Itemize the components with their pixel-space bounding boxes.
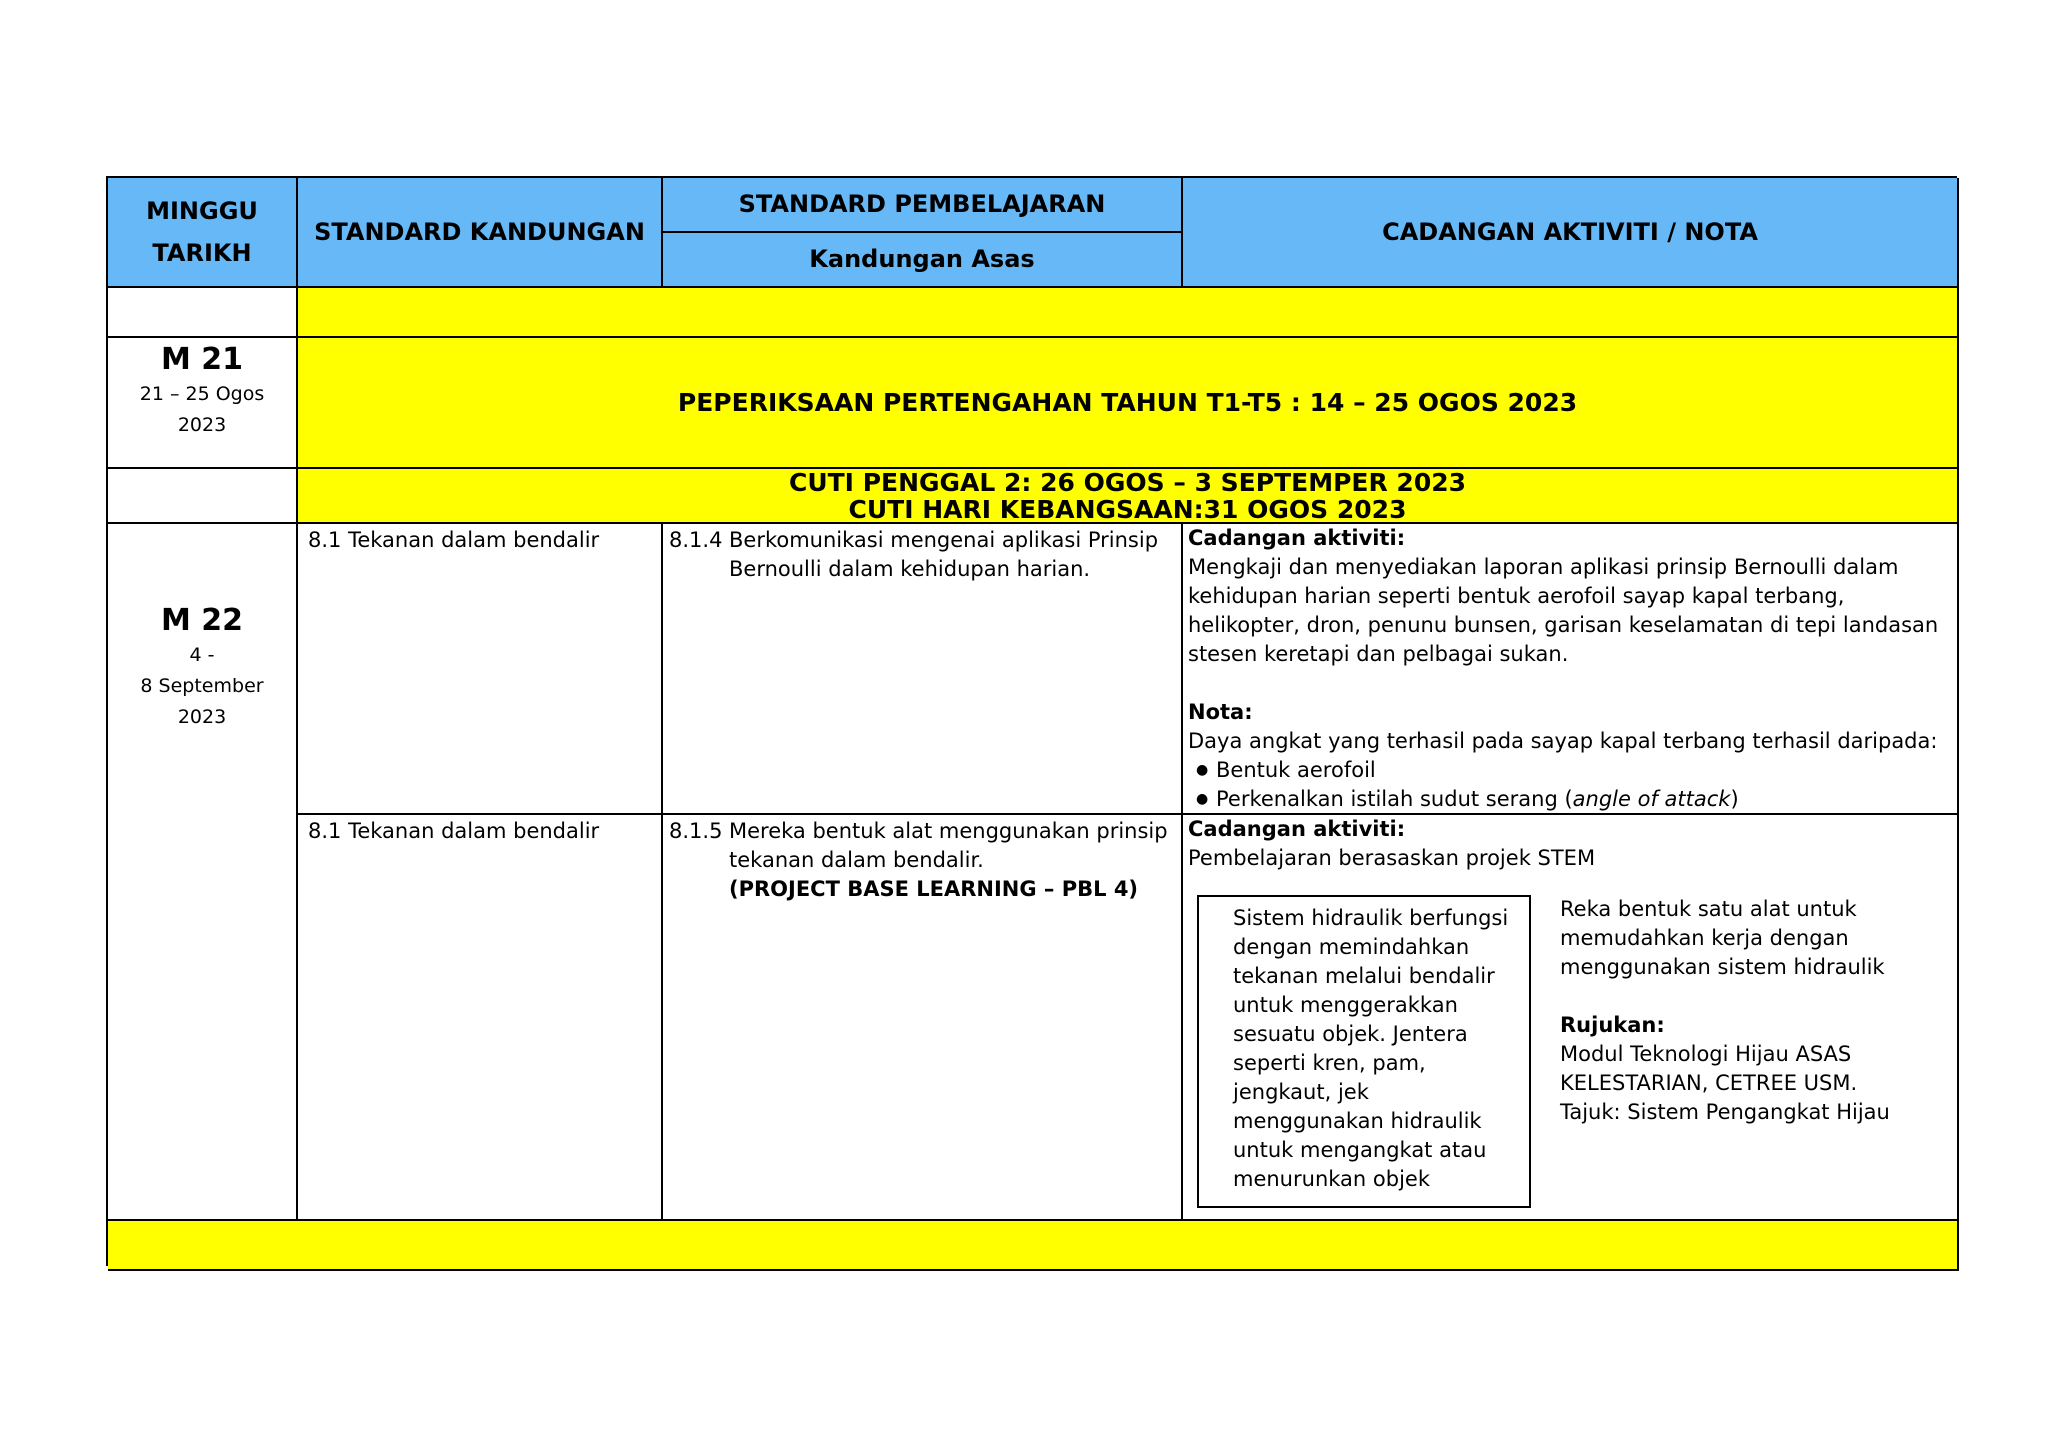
week-22-year: 2023 (177, 706, 227, 728)
header-tarikh: TARIKH (152, 239, 252, 267)
week-21-year: 2023 (177, 414, 227, 436)
yellow-spacer-row (298, 288, 1959, 338)
standard-kandungan-cell: 8.1 Tekanan dalam bendalir (298, 524, 663, 815)
header-minggu-tarikh (108, 178, 298, 288)
week-22-label: M 22 (160, 603, 244, 638)
list-item: ● Bentuk aerofoil (1216, 756, 1952, 785)
week-21-label: M 21 (160, 342, 244, 377)
italic-term: angle of attack (1572, 787, 1731, 811)
header-minggu: MINGGU (146, 197, 258, 225)
activity-heading: Cadangan aktiviti: (1188, 526, 1406, 550)
activity-text: Mengkaji dan menyediakan laporan aplikasi prinsip Bernoulli dalam kehidupan harian seperti bentuk aerofoil sayap kapal terbang, helikopter, dron, penunu bunsen, garisan keselamatan di tepi landasan stesen keretapi dan pelbagai sukan. (1188, 555, 1939, 666)
nota-text: Daya angkat yang terhasil pada sayap kapal terbang terhasil daripada: (1188, 729, 1938, 753)
holiday-banner (298, 469, 1959, 524)
pbl-label: (PROJECT BASE LEARNING – PBL 4) (729, 877, 1139, 901)
activity-heading: Cadangan aktiviti: (1188, 817, 1406, 841)
standard-kandungan-cell: 8.1 Tekanan dalam bendalir (298, 815, 663, 1221)
yellow-footer-row (108, 1221, 1959, 1271)
sp-code: 8.1.5 (669, 819, 723, 843)
week-22-cell (108, 524, 298, 1221)
exam-banner: PEPERIKSAAN PERTENGAHAN TAHUN T1-T5 : 14 – 25 OGOS 2023 (298, 338, 1959, 469)
rujukan-text: Modul Teknologi Hijau ASAS KELESTARIAN, CETREE USM. (1560, 1042, 1858, 1095)
hydraulic-info-box: Sistem hidraulik berfungsi dengan memindahkan tekanan melalui bendalir untuk menggerakkan sesuatu objek. Jentera seperti kren, pam, jengkaut, jek menggunakan hidraulik untuk mengangkat atau menurunkan objek (1197, 895, 1531, 1208)
standard-pembelajaran-cell (663, 524, 1183, 815)
nota-bullet-list (1188, 756, 1952, 814)
lesson-plan-table (106, 176, 1957, 1266)
blank-cell (108, 288, 298, 338)
header-standard-kandungan: STANDARD KANDUNGAN (298, 178, 663, 288)
header-standard-pembelajaran: STANDARD PEMBELAJARAN (663, 178, 1183, 233)
sp-text: Berkomunikasi mengenai aplikasi Prinsip Bernoulli dalam kehidupan harian. (729, 528, 1159, 581)
holiday-line-2: CUTI HARI KEBANGSAAN:31 OGOS 2023 (848, 494, 1407, 524)
week-22-date-end: 8 September (140, 675, 264, 697)
list-item: ● Perkenalkan istilah sudut serang (angle of attack) (1216, 785, 1952, 814)
blank-cell (108, 469, 298, 524)
activity-note-cell (1183, 815, 1959, 1221)
activity-note-cell (1183, 524, 1959, 815)
week-21-date: 21 – 25 Ogos (139, 383, 265, 405)
week-22-date-start: 4 - (189, 644, 215, 666)
project-task-block (1560, 895, 1940, 1127)
tajuk-text: Tajuk: Sistem Pengangkat Hijau (1560, 1100, 1890, 1124)
activity-text: Pembelajaran berasaskan projek STEM (1188, 846, 1596, 870)
rujukan-heading: Rujukan: (1560, 1013, 1665, 1037)
sp-code: 8.1.4 (669, 528, 723, 552)
project-task-text: Reka bentuk satu alat untuk memudahkan kerja dengan menggunakan sistem hidraulik (1560, 897, 1885, 979)
header-kandungan-asas: Kandungan Asas (663, 233, 1183, 288)
nota-heading: Nota: (1188, 700, 1253, 724)
sp-text: Mereka bentuk alat menggunakan prinsip tekanan dalam bendalir. (PROJECT BASE LEARNING – PBL 4) (729, 819, 1168, 901)
standard-pembelajaran-cell (663, 815, 1183, 1221)
holiday-line-1: CUTI PENGGAL 2: 26 OGOS – 3 SEPTEMPER 2023 (788, 469, 1467, 497)
week-21-cell (108, 338, 298, 469)
header-cadangan-aktiviti: CADANGAN AKTIVITI / NOTA (1183, 178, 1959, 288)
